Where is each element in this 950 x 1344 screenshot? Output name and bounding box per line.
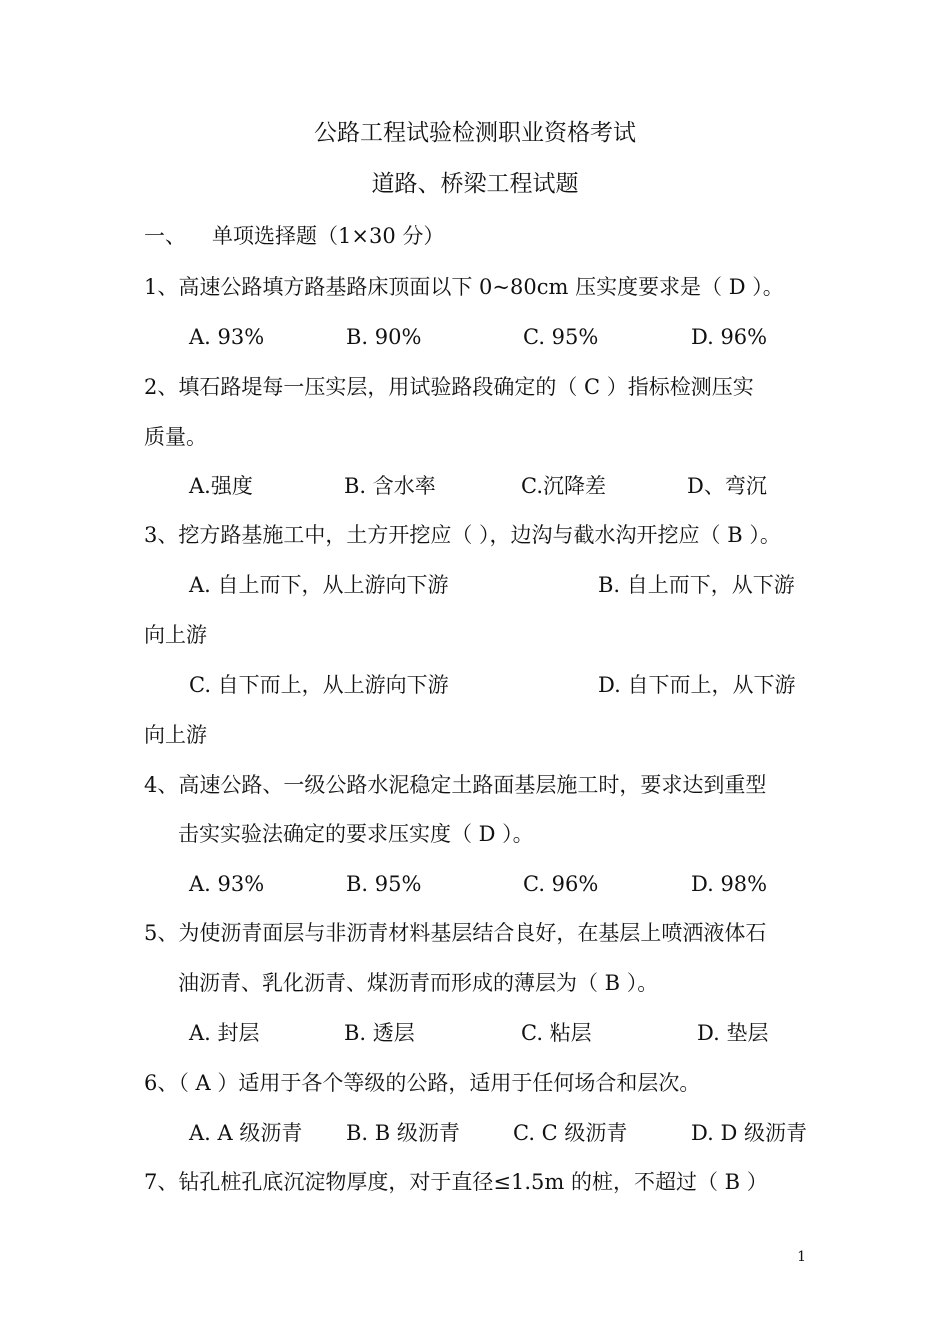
question-2: 2、填石路堤每一压实层，用试验路段确定的（ C ）指标检测压实	[144, 375, 754, 399]
q1-option-b: B. 90%	[346, 325, 422, 349]
q6-option-c: C. C 级沥青	[513, 1121, 628, 1145]
q6-option-a: A. A 级沥青	[189, 1121, 303, 1145]
question-4: 4、高速公路、一级公路水泥稳定土路面基层施工时，要求达到重型	[144, 773, 767, 797]
question-1: 1、高速公路填方路基路床顶面以下 0~80cm 压实度要求是（ D ）。	[144, 275, 784, 299]
q3-option-c: C. 自下而上，从上游向下游	[189, 673, 449, 697]
document-subtitle: 道路、桥梁工程试题	[371, 171, 579, 197]
q5-option-c: C. 粘层	[521, 1021, 592, 1045]
q5-option-b: B. 透层	[344, 1021, 415, 1045]
q2-option-b: B. 含水率	[344, 474, 436, 498]
q3-option-b: B. 自上而下，从下游	[598, 573, 795, 597]
q4-option-b: B. 95%	[346, 872, 422, 896]
q3-option-d: D. 自下而上，从下游	[598, 673, 796, 697]
q1-option-c: C. 95%	[523, 325, 599, 349]
q2-option-d: D、弯沉	[687, 474, 767, 498]
q6-option-d: D. D 级沥青	[691, 1121, 807, 1145]
q5-option-d: D. 垫层	[697, 1021, 769, 1045]
document-title: 公路工程试验检测职业资格考试	[314, 120, 636, 146]
page-number: 1	[797, 1249, 806, 1265]
q3-option-a: A. 自上而下，从上游向下游	[189, 573, 449, 597]
q3-option-b-wrap: 向上游	[144, 623, 207, 647]
q4-option-a: A. 93%	[189, 872, 265, 896]
q4-option-d: D. 98%	[691, 872, 768, 896]
q3-option-d-wrap: 向上游	[144, 723, 207, 747]
section-heading-number: 一、	[144, 224, 186, 248]
question-6: 6、（ A ）适用于各个等级的公路，适用于任何场合和层次。	[144, 1071, 701, 1095]
q5-option-a: A. 封层	[189, 1021, 260, 1045]
question-2-wrap: 质量。	[144, 425, 207, 449]
question-4-wrap: 击实实验法确定的要求压实度（ D ）。	[178, 822, 534, 846]
section-heading: 单项选择题（1×30 分）	[212, 224, 445, 248]
q4-option-c: C. 96%	[523, 872, 599, 896]
q2-option-c: C.沉降差	[521, 474, 606, 498]
q1-option-a: A. 93%	[189, 325, 265, 349]
q6-option-b: B. B 级沥青	[346, 1121, 460, 1145]
question-5-wrap: 油沥青、乳化沥青、煤沥青而形成的薄层为（ B ）。	[178, 971, 659, 995]
question-7: 7、钻孔桩孔底沉淀物厚度，对于直径≤1.5m 的桩，不超过（ B ）	[144, 1170, 768, 1194]
q2-option-a: A.强度	[189, 474, 253, 498]
q1-option-d: D. 96%	[691, 325, 768, 349]
question-3: 3、挖方路基施工中，土方开挖应（ ），边沟与截水沟开挖应（ B ）。	[144, 523, 781, 547]
question-5: 5、为使沥青面层与非沥青材料基层结合良好，在基层上喷洒液体石	[144, 921, 767, 945]
